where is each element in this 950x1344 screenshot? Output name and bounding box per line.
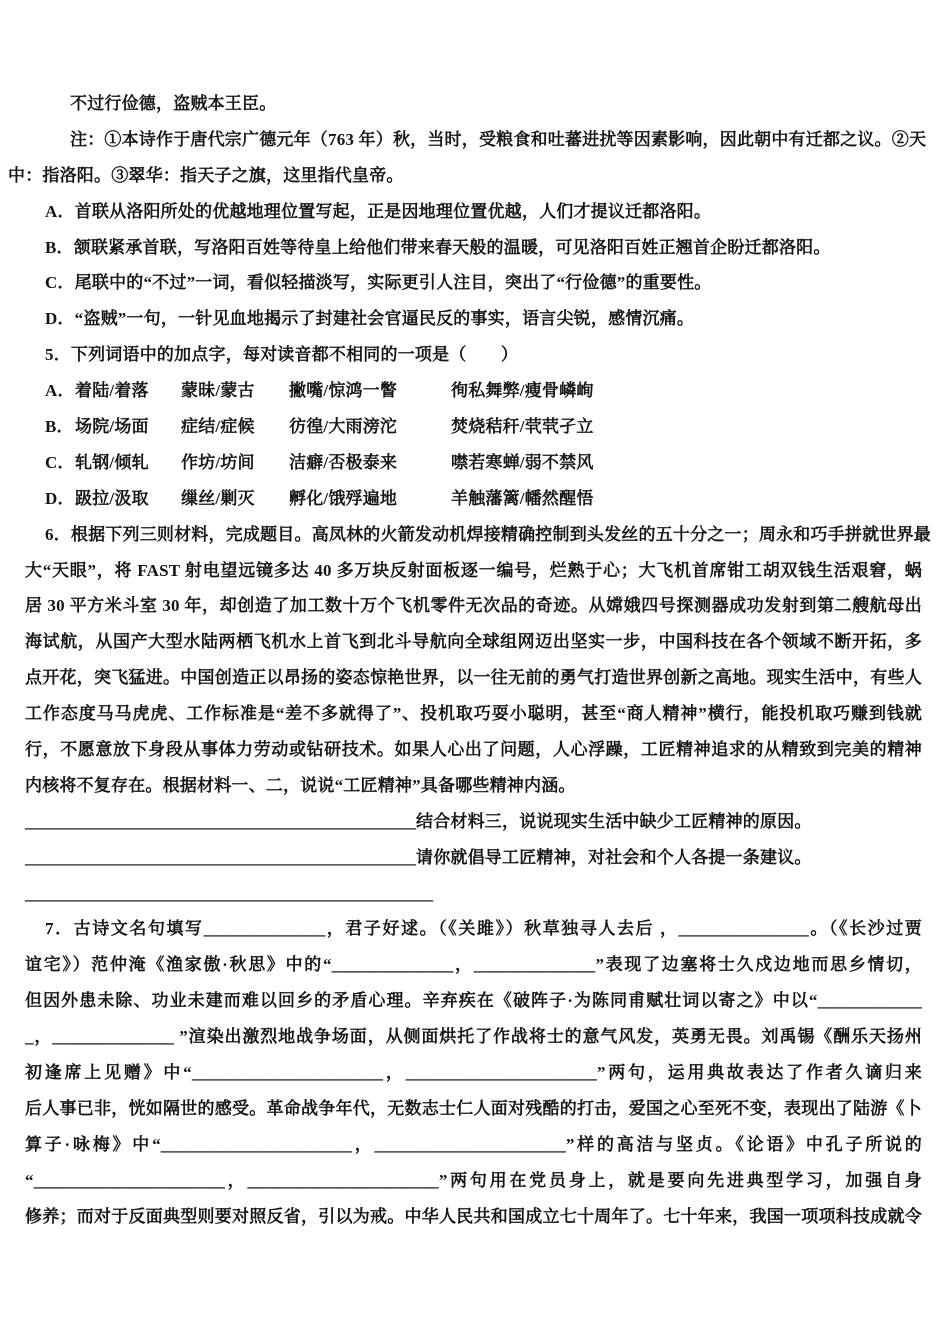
q6-line-6: 工作态度马马虎虎、工作标准是“差不多就得了”、投机取巧耍小聪明，甚至“商人精神”横行，能投机取巧赚到钱就 <box>25 704 922 724</box>
q7-line-2: 谊宅》）范仲淹《渔家傲·秋思》中的“______________，______________”表现了边塞将士久戍边地而思乡情切， <box>25 955 922 975</box>
q5-item: 症结/症候 <box>181 417 255 437</box>
q5-row-b-label: B． <box>45 417 74 437</box>
q5-row-c <box>25 445 922 481</box>
q6-line-5: 点开花，突飞猛进。中国创造正以昂扬的姿态惊艳世界，以一往无前的勇气打造世界创新之高地。现实生活中，有些人 <box>25 668 922 688</box>
q5-row-c-label: C． <box>45 452 75 472</box>
q7-line-5: 初逢席上见赠》中“______________________，______________________”两句，运用典故表达了作者久谪归来 <box>25 1063 922 1083</box>
q6-answer-row-3 <box>25 876 922 912</box>
q5-item: 轧钢/倾轧 <box>75 452 149 472</box>
q6-line-1: 6．根据下列三则材料，完成题目。高凤林的火箭发动机焊接精确控制到头发丝的五十分之一；周永和巧手拼就世界最 <box>45 524 931 544</box>
poem-last-line: 不过行俭德，盗贼本王臣。 <box>70 94 277 113</box>
option-c: C．尾联中的“不过”一词，看似轻描淡写，实际更引人注目，突出了“行俭德”的重要性。 <box>45 273 712 293</box>
q6-answer-prompt-1: 结合材料三，说说现实生活中缺少工匠精神的原因。 <box>416 811 812 831</box>
answer-blank-underline: ________________________________________________ <box>25 883 433 903</box>
q6-answer-row-1 <box>25 804 922 840</box>
q5-item: 蒙昧/蒙古 <box>181 381 255 401</box>
answer-blank-underline: ______________________________________________ <box>25 847 416 867</box>
option-a: A．首联从洛阳所处的优越地理位置写起，正是因地理位置优越，人们才提议迁都洛阳。 <box>45 201 712 221</box>
q5-item: 徇私舞弊/瘦骨嶙峋 <box>451 381 594 401</box>
q5-item: 洁癖/否极泰来 <box>289 452 398 472</box>
q5-item: 孵化/饿殍遍地 <box>289 488 398 508</box>
q7-line-6: 后人事已非，恍如隔世的感受。革命战争年代，无数志士仁人面对残酷的打击，爱国之心至死不变，表现出了陆游《卜 <box>25 1098 922 1118</box>
q5-row-d-label: D． <box>45 488 75 508</box>
q6-answer-prompt-2: 请你就倡导工匠精神，对社会和个人各提一条建议。 <box>416 847 812 867</box>
q5-stem: 5．下列词语中的加点字，每对读音都不相同的一项是（ ） <box>45 345 519 365</box>
q5-item: 羊触藩篱/幡然醒悟 <box>451 488 594 508</box>
q5-item: 焚烧秸秆/茕茕孑立 <box>451 417 594 437</box>
q6-line-8: 内核将不复存在。根据材料一、二，说说“工匠精神”具备哪些精神内涵。 <box>25 775 576 795</box>
q5-item: 彷徨/大雨滂沱 <box>289 417 398 437</box>
q5-item: 缫丝/剿灭 <box>181 488 255 508</box>
q5-item: 场院/场面 <box>75 417 149 437</box>
q5-row-b <box>25 409 922 445</box>
q6-line-4: 海试航，从国产大型水陆两栖飞机水上首飞到北斗导航向全球组网迈出坚实一步，中国科技在各个领域不断开拓，多 <box>25 632 922 652</box>
q7-line-1: 7．古诗文名句填写______________，君子好逑。（《关雎》）秋草独寻人去后 ，_______________。（《长沙过贾 <box>45 919 922 939</box>
poem-note-line-2: 中：指洛阳。③翠华：指天子之旗，这里指代皇帝。 <box>8 165 404 185</box>
q5-item: 作坊/坊间 <box>181 452 255 472</box>
q6-line-3: 居 30 平方米斗室 30 年，却创造了加工数十万个飞机零件无次品的奇迹。从嫦娥四号探测器成功发射到第二艘航母出 <box>25 596 922 616</box>
q6-line-2: 大“天眼”，将 FAST 射电望远镜多达 40 多万块反射面板逐一编号，烂熟于心；大飞机首席钳工胡双钱生活艰窘，蜗 <box>25 560 922 580</box>
q7-line-8: “______________________，______________________”两句用在党员身上，就是要向先进典型学习，加强自身 <box>25 1170 922 1190</box>
q7-line-7: 算子·咏梅》中“______________________，______________________”样的高洁与坚贞。《论语》中孔子所说的 <box>25 1134 922 1154</box>
q7-line-4: _，______________ ”渲染出激烈地战争场面，从侧面烘托了作战将士的意气风发，英勇无畏。刘禹锡《酬乐天扬州 <box>25 1027 922 1047</box>
option-b: B．颔联紧承首联，写洛阳百姓等待皇上给他们带来春天般的温暖，可见洛阳百姓正翘首企盼迁都洛阳。 <box>45 237 831 257</box>
q5-item: 撇嘴/惊鸿一瞥 <box>289 381 398 401</box>
q5-item: 噤若寒蝉/弱不禁风 <box>451 452 594 472</box>
q7-line-9: 修养；而对于反面典型则要对照反省，引以为戒。中华人民共和国成立七十周年了。七十年来，我国一项项科技成就令 <box>25 1206 922 1226</box>
q6-line-7: 行，不愿意放下身段从事体力劳动或钻研技术。如果人心出了问题，人心浮躁，工匠精神追求的从精致到完美的精神 <box>25 740 922 760</box>
poem-note-line-1: 注：①本诗作于唐代宗广德元年（763 年）秋，当时，受粮食和吐蕃进扰等因素影响，因此朝中有迁都之议。②天 <box>70 129 927 149</box>
q5-row-a-label: A． <box>45 381 75 401</box>
q5-item: 着陆/着落 <box>75 381 149 401</box>
q6-answer-row-2 <box>25 840 922 876</box>
option-d: D．“盗贼”一句，一针见血地揭示了封建社会官逼民反的事实，语言尖锐，感情沉痛。 <box>45 309 695 329</box>
q7-line-3: 但因外患未除、功业未建而难以回乡的矛盾心理。辛弃疾在《破阵子·为陈同甫赋壮词以寄之》中以“____________ <box>25 991 922 1011</box>
q5-row-a <box>25 373 922 409</box>
answer-blank-underline: ______________________________________________ <box>25 811 416 831</box>
q5-row-d <box>25 481 922 517</box>
q5-item: 趿拉/汲取 <box>75 488 149 508</box>
